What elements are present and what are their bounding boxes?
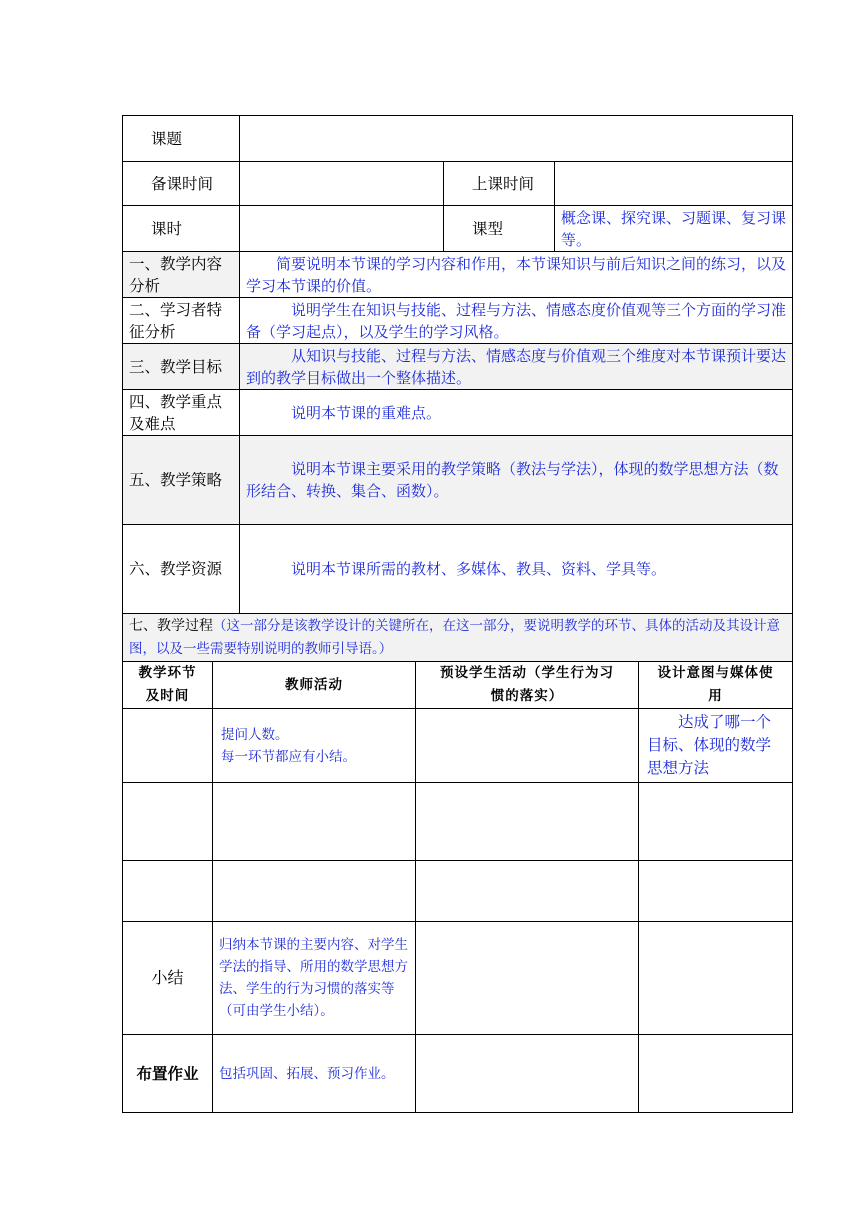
section-text-3-text: 从知识与技能、过程与方法、情感态度与价值观三个维度对本节课预计要达到的教学目标做出一个整体描述。 [246, 346, 787, 387]
teacher-line: 提问人数。 [221, 726, 289, 743]
process-header-student: 预设学生活动（学生行为习惯的落实） [416, 662, 639, 709]
class-time-label [444, 162, 555, 206]
process-row-5-stage[interactable]: 布置作业 [123, 1035, 213, 1113]
section-label-3-text: 三、教学目标 [129, 357, 223, 376]
process-row-3-intent[interactable] [639, 861, 793, 922]
section-text-4-text: 说明本节课的重难点。 [291, 403, 442, 422]
section-label-5-text: 五、教学策略 [129, 471, 223, 489]
process-row-2-teacher[interactable] [213, 783, 416, 861]
section-label-1 [123, 252, 240, 298]
process-row-3-student[interactable] [416, 861, 639, 922]
process-row-4-stage[interactable]: 小结 [123, 922, 213, 1035]
prep-time-label-text: 备课时间 [151, 174, 214, 193]
type-value-text: 概念课、探究课、习题课、复习课等。 [561, 208, 787, 249]
topic-value[interactable] [240, 116, 793, 162]
process-row-1-student[interactable] [416, 709, 639, 783]
section-label-4 [123, 390, 240, 436]
section-label-3 [123, 344, 240, 390]
topic-label [123, 116, 240, 162]
type-value[interactable] [555, 206, 793, 252]
process-header-intent: 设计意图与媒体使用 [639, 662, 793, 709]
process-row-1-intent-text: 达成了哪一个目标、体现的数学思想方法 [647, 713, 772, 777]
process-row-2-student[interactable] [416, 783, 639, 861]
process-row-5-teacher[interactable] [213, 1035, 416, 1113]
process-row-5-intent[interactable] [639, 1035, 793, 1113]
section-text-3[interactable] [240, 344, 793, 390]
class-time-value[interactable] [555, 162, 793, 206]
process-row-1-teacher[interactable] [213, 709, 416, 783]
section-text-2-text: 说明学生在知识与技能、过程与方法、情感态度价值观等三个方面的学习准备（学习起点），以及学生的学习风格。 [246, 300, 787, 341]
section-text-1[interactable] [240, 252, 793, 298]
process-title: 七、教学过程 [129, 618, 213, 634]
process-row-4-intent[interactable] [639, 922, 793, 1035]
section-text-6-text: 说明本节课所需的教材、多媒体、教具、资料、学具等。 [291, 560, 667, 578]
type-label [444, 206, 555, 252]
process-table [122, 661, 793, 1113]
section-label-4-text: 四、教学重点及难点 [129, 392, 223, 433]
teacher-line: 包括巩固、拓展、预习作业。 [219, 1065, 395, 1082]
lesson-plan-form [122, 115, 792, 1113]
process-row-3-teacher[interactable] [213, 861, 416, 922]
section-label-1-text: 一、教学内容分析 [129, 254, 223, 295]
process-title-row [123, 614, 793, 662]
process-row-3-stage[interactable] [123, 861, 213, 922]
prep-time-value[interactable] [240, 162, 444, 206]
process-row-4-teacher[interactable] [213, 922, 416, 1035]
process-note: （这一部分是该教学设计的关键所在，在这一部分，要说明教学的环节、具体的活动及其设计意图，以及一些需要特别说明的教师引导语。） [129, 618, 780, 657]
prep-time-label [123, 162, 240, 206]
section-text-5[interactable] [240, 436, 793, 525]
process-row-1-intent[interactable] [639, 709, 793, 783]
periods-label-text: 课时 [151, 219, 183, 238]
teacher-line: 归纳本节课的主要内容、对学生学法的指导、所用的数学思想方法、学生的行为习惯的落实等（可由学生小结）。 [219, 937, 408, 1019]
section-text-4[interactable] [240, 390, 793, 436]
section-text-2[interactable] [240, 298, 793, 344]
periods-value[interactable] [240, 206, 444, 252]
type-label-text: 课型 [472, 219, 504, 238]
process-header-stage: 教学环节及时间 [123, 662, 213, 709]
section-text-6[interactable] [240, 525, 793, 614]
process-row-2-stage[interactable] [123, 783, 213, 861]
process-row-2-intent[interactable] [639, 783, 793, 861]
section-label-2-text: 二、学习者特征分析 [129, 300, 223, 341]
class-time-label-text: 上课时间 [472, 174, 535, 193]
lesson-info-table [122, 115, 793, 662]
teacher-line: 每一环节都应有小结。 [221, 748, 356, 765]
process-row-4-student[interactable] [416, 922, 639, 1035]
section-label-5 [123, 436, 240, 525]
process-row-5-student[interactable] [416, 1035, 639, 1113]
process-row-1-stage[interactable] [123, 709, 213, 783]
section-label-2 [123, 298, 240, 344]
process-header-teacher: 教师活动 [213, 662, 416, 709]
section-label-6 [123, 525, 240, 614]
periods-label [123, 206, 240, 252]
topic-label-text: 课题 [151, 129, 183, 148]
section-text-1-text: 简要说明本节课的学习内容和作用，本节课知识与前后知识之间的练习，以及学习本节课的价值。 [246, 254, 787, 295]
section-label-6-text: 六、教学资源 [129, 560, 223, 578]
section-text-5-text: 说明本节课主要采用的教学策略（教法与学法），体现的数学思想方法（数形结合、转换、集合、函数）。 [246, 460, 779, 500]
